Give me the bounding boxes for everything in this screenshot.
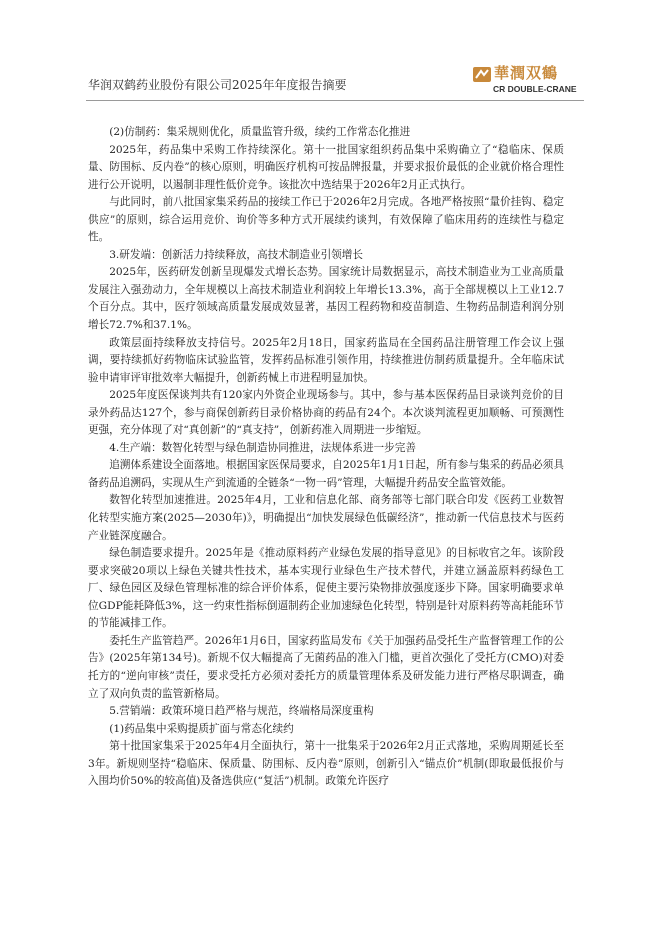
subheading-procurement: (1)药品集中采购提质扩面与常态化续约 — [109, 722, 294, 735]
paragraph: 政策层面持续释放支持信号。2025年2月18日，国家药监局在全国药品注册管理工作会议上强调，要持续抓好药物临床试验监管，发挥药品标准引领作用，持续推进仿制药质量提升。全年临床试验申请审评审批效率大幅提升，创新药械上市进程明显加快。 — [88, 336, 564, 384]
paragraph: 与此同时，前八批国家集采药品的接续工作已于2026年2月完成。各地严格按照“量价挂钩、稳定供应”的原则，综合运用竞价、询价等多种方式开展续约谈判，有效保障了临床用药的连续性与稳定性。 — [88, 196, 564, 244]
paragraph: 2025年，药品集中采购工作持续深化。第十一批国家组织药品集中采购确立了“稳临床、保质量、防围标、反内卷”的核心原则，明确医疗机构可按品牌报量，并要求报价最低的企业就价格合理性进行公开说明，以遏制非理性低价竞争。该批次中选结果于2026年2月正式执行。 — [88, 143, 564, 191]
subheading-generic-drugs: (2)仿制药：集采规则优化，质量监管升级，续约工作常态化推进 — [109, 126, 411, 138]
paragraph: 2025年，医药研发创新呈现爆发式增长态势。国家统计局数据显示，高技术制造业为工业高质量发展注入强劲动力，全年规模以上高技术制造业利润较上年增长13.3%，高于全部规模以上工业12.7个百分点。其中，医疗领域高质量发展成效显著，基因工程药物和疫苗制造、生物药品制造利润分别增长72.7%和37.1%。 — [88, 266, 564, 332]
paragraph: 委托生产监管趋严。2026年1月6日，国家药监局发布《关于加强药品受托生产监督管理工作的公告》(2025年第134号)。新规不仅大幅提高了无菌药品的准入门槛，更首次强化了受托方(CMO)对委托方的“逆向审核”责任，要求受托方必须对委托方的质量管理体系及研发能力进行严格尽职调查，确立了双向负责的监管新格局。 — [88, 634, 564, 700]
section-heading-marketing: 5.营销端：政策环境日趋严格与规范，终端格局深度重构 — [109, 705, 374, 718]
paragraph: 数智化转型加速推进。2025年4月，工业和信息化部、商务部等七部门联合印发《医药工业数智化转型实施方案(2025—2030年)》，明确提出“加快发展绿色低碳经济”，推动新一代信息技术与医药产业链深度融合。 — [88, 494, 564, 542]
paragraph: 第十批国家集采于2025年4月全面执行，第十一批集采于2026年2月正式落地，采购周期延长至3年。新规则坚持“稳临床、保质量、防围标、反内卷”原则，创新引入“锚点价”机制(即取最低报价与入围均价50%的较高值)及备选供应(“复活”)机制。政策允许医疗 — [88, 740, 564, 788]
report-body — [88, 124, 564, 791]
company-logo — [472, 62, 582, 100]
paragraph: 追溯体系建设全面落地。根据国家医保局要求，自2025年1月1日起，所有参与集采的药品必须具备药品追溯码，实现从生产到流通的全链条“一物一码”管理，大幅提升药品安全监管效能。 — [88, 459, 564, 489]
logo-text-cn: 華潤双鶴 — [494, 64, 559, 82]
logo-text-en: CR DOUBLE-CRANE — [493, 84, 577, 94]
page-header-title: 华润双鹤药业股份有限公司2025年年度报告摘要 — [88, 78, 347, 92]
crane-logo-icon — [472, 64, 492, 84]
section-heading-production: 4.生产端：数智化转型与绿色制造协同推进，法规体系进一步完善 — [109, 441, 416, 454]
paragraph: 2025年度医保谈判共有120家内外资企业现场参与。其中，参与基本医保药品目录谈判竞价的目录外药品达127个，参与商保创新药目录价格协商的药品有24个。本次谈判流程更加顺畅、可预测性更强，充分体现了对“真创新”的“真支持”，创新药准入周期进一步缩短。 — [88, 389, 564, 437]
header-divider — [86, 100, 584, 101]
section-heading-rd: 3.研发端：创新活力持续释放，高技术制造业引领增长 — [109, 248, 363, 261]
paragraph: 绿色制造要求提升。2025年是《推动原料药产业绿色发展的指导意见》的目标收官之年。该阶段要求突破20项以上绿色关键共性技术，基本实现行业绿色生产技术替代，并建立涵盖原料药绿色工厂、绿色园区及绿色管理标准的综合评价体系，促使主要污染物排放强度逐步下降。国家明确要求单位GDP能耗降低3%，这一约束性指标倒逼制药企业加速绿色化转型，特别是针对原料药等高耗能环节的节能减排工作。 — [88, 547, 564, 630]
